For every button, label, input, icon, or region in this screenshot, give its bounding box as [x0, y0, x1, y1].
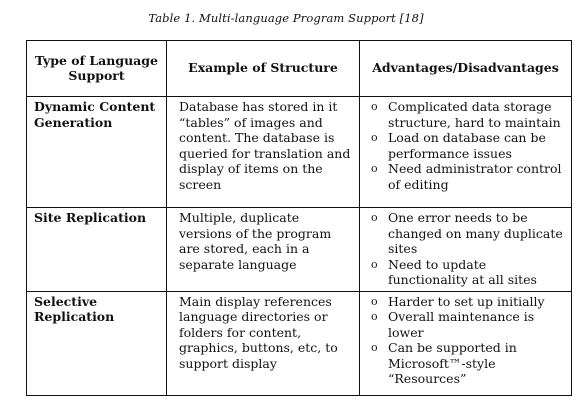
point-text: Overall maintenance is lower: [388, 309, 535, 340]
list-item: [365, 99, 566, 130]
table-row: [27, 208, 572, 292]
row-points-cell: [360, 291, 572, 395]
points-list: [365, 294, 566, 387]
point-text: Load on database can be performance issues: [388, 130, 546, 161]
row-structure-cell: Database has stored in it “tables” of images and content. The database is queried for translation and display of items on the screen: [167, 97, 360, 208]
list-item: [365, 161, 566, 192]
bullet-marker: o: [371, 211, 378, 224]
bullet-marker: o: [371, 341, 378, 354]
list-item: [365, 294, 566, 310]
point-text: One error needs to be changed on many duplicate sites: [388, 210, 563, 256]
row-type-cell: Site Replication: [27, 208, 167, 292]
row-points-cell: [360, 97, 572, 208]
list-item: [365, 210, 566, 257]
header-structure: Example of Structure: [167, 41, 360, 97]
point-text: Need administrator control of editing: [388, 161, 562, 192]
table-caption: Table 1. Multi-language Program Support [18]: [148, 11, 424, 25]
table-header-row: [27, 41, 572, 97]
list-item: [365, 257, 566, 288]
table-row: [27, 97, 572, 208]
row-type-cell: Dynamic Content Generation: [27, 97, 167, 208]
bullet-marker: o: [371, 162, 378, 175]
table-row: [27, 291, 572, 395]
list-item: [365, 340, 566, 387]
point-text: Complicated data storage structure, hard to maintain: [388, 99, 561, 130]
bullet-marker: o: [371, 294, 378, 308]
point-text: Can be supported in Microsoft™-style “Resources”: [388, 340, 517, 386]
row-structure-cell: Multiple, duplicate versions of the program are stored, each in a separate language: [167, 208, 360, 292]
header-advantages: Advantages/Disadvantages: [360, 41, 572, 97]
row-type-cell: Selective Replication: [27, 291, 167, 395]
language-support-table: [26, 40, 572, 396]
bullet-marker: o: [371, 100, 378, 113]
point-text: Need to update functionality at all sites: [388, 256, 537, 287]
point-text: Harder to set up initially: [388, 293, 545, 309]
row-points-cell: [360, 208, 572, 292]
bullet-marker: o: [371, 257, 378, 271]
bullet-marker: o: [371, 310, 378, 323]
points-list: [365, 99, 566, 192]
row-structure-cell: Main display references language directories or folders for content, graphics, buttons, etc, to support display: [167, 291, 360, 395]
header-type: Type of Language Support: [27, 41, 167, 97]
bullet-marker: o: [371, 131, 378, 144]
points-list: [365, 210, 566, 288]
list-item: [365, 309, 566, 340]
list-item: [365, 130, 566, 161]
